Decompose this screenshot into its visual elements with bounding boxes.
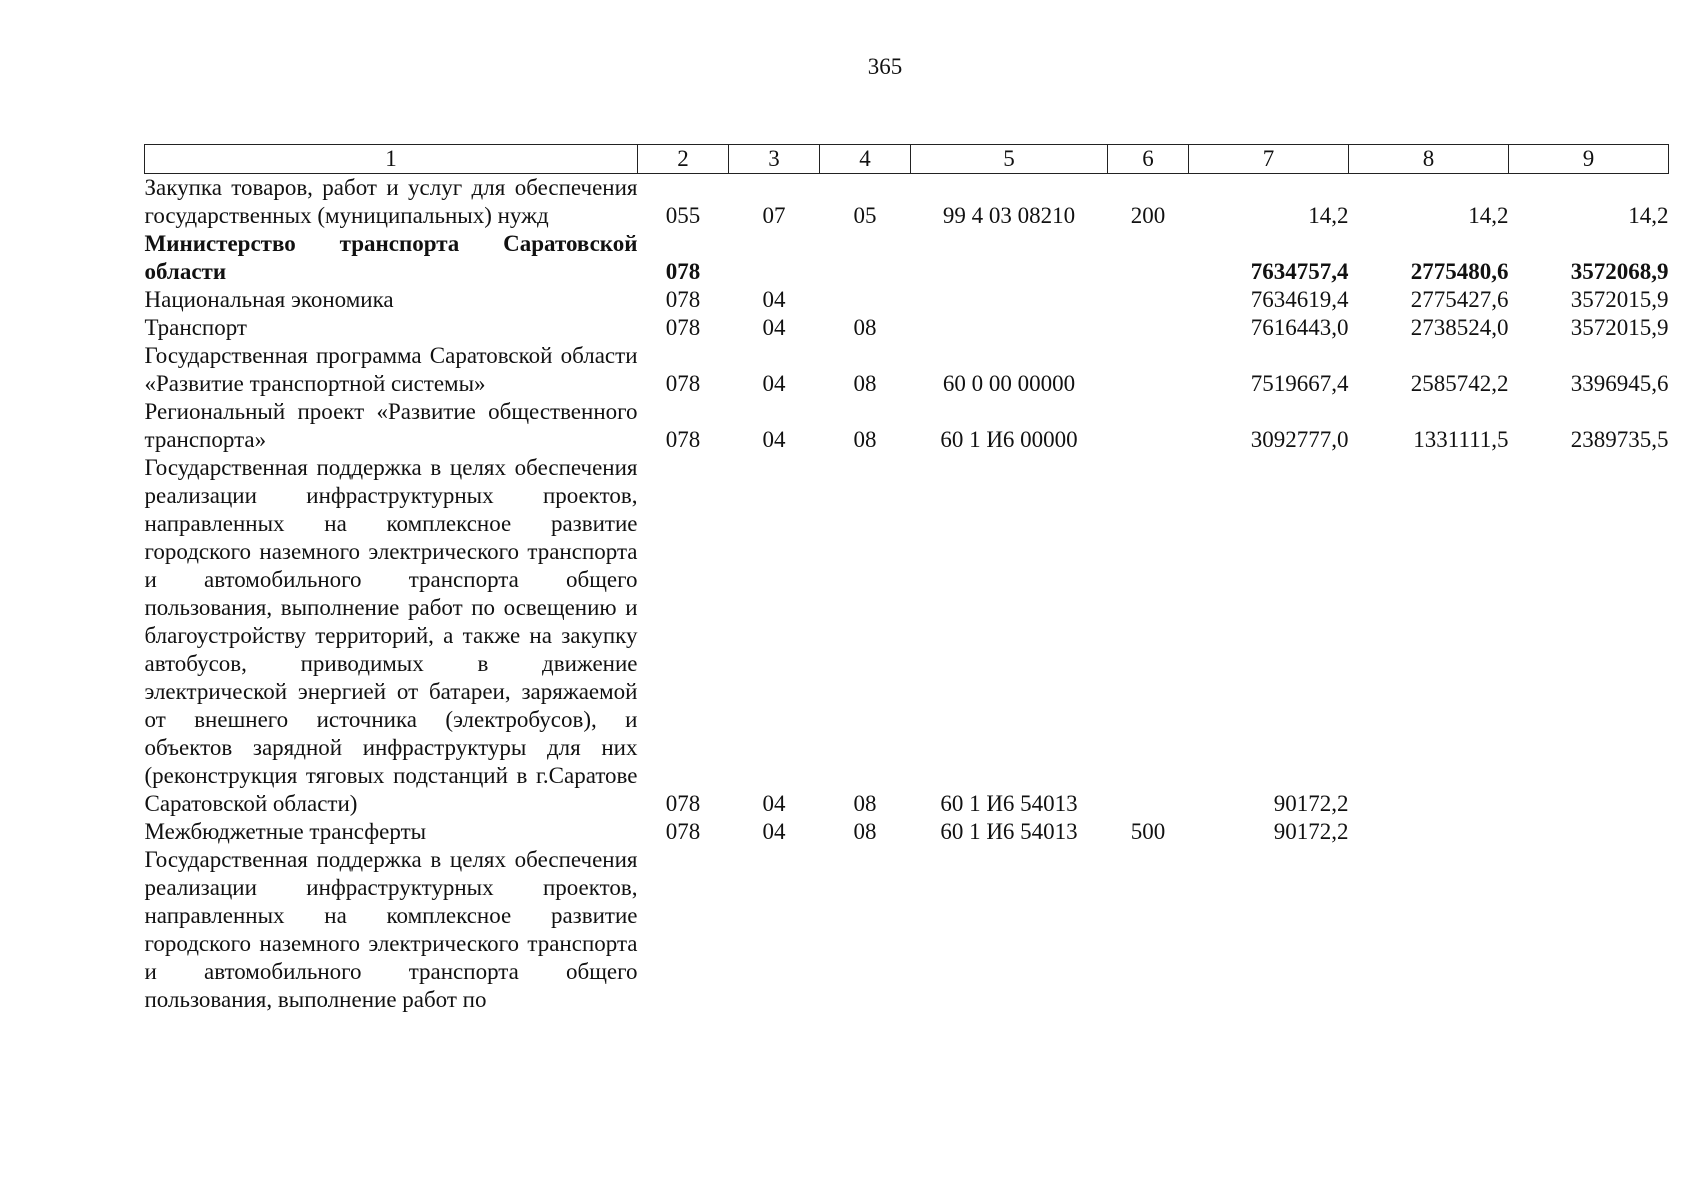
cell-target-article: [911, 286, 1108, 314]
cell-amount-7: 3092777,0: [1250, 427, 1349, 452]
cell-ministry-code: [638, 846, 729, 1014]
table-row: [145, 454, 1669, 818]
table-row: [145, 230, 1669, 286]
cell-expense-type: [1108, 230, 1189, 286]
budget-table: [144, 144, 1669, 1014]
row-name: Министерство транспорта Саратовской области: [144, 231, 638, 284]
row-name: Национальная экономика: [144, 287, 394, 312]
cell-ministry-code: 078: [665, 287, 701, 312]
cell-expense-type: [1108, 286, 1189, 314]
row-name: Закупка товаров, работ и услуг для обеспечения государственных (муниципальных) нужд: [144, 175, 638, 228]
cell-amount-8: [1349, 454, 1509, 818]
cell-ministry-code: 078: [665, 427, 701, 452]
table-row: [145, 846, 1669, 1014]
cell-expense-type: [1108, 398, 1189, 454]
cell-amount-8: 2738524,0: [1410, 315, 1509, 340]
cell-expense-type: [1108, 846, 1189, 1014]
column-header: 2: [638, 145, 729, 174]
column-header: 8: [1349, 145, 1509, 174]
cell-amount-7: 90172,2: [1273, 819, 1349, 844]
cell-amount-9: [1509, 818, 1669, 846]
row-name: Государственная программа Саратовской области «Развитие транспортной системы»: [144, 343, 638, 396]
cell-amount-7: 7634757,4: [1250, 259, 1349, 284]
cell-amount-9: 2389735,5: [1570, 427, 1669, 452]
cell-ministry-code: 078: [665, 371, 701, 396]
cell-section: 04: [762, 371, 786, 396]
cell-target-article: 60 1 И6 54013: [940, 819, 1078, 844]
cell-subsection: 08: [853, 791, 877, 816]
row-name: Государственная поддержка в целях обеспечения реализации инфраструктурных проектов, направленных на комплексное развитие городского наземного электрического транспорта и автомобильного транспорта общего пользования, выполнение работ по освещению и благоустройству территорий, а также на закупку автобусов, приводимых в движение электрической энергией от батареи, заряжаемой от внешнего источника (электробусов), и объектов зарядной инфраструктуры для них (реконструкция тяговых подстанций в г.Саратове Саратовской области): [144, 455, 638, 816]
cell-subsection: [820, 230, 911, 286]
cell-amount-9: 3572015,9: [1570, 315, 1669, 340]
cell-amount-9: 3572068,9: [1570, 259, 1669, 284]
cell-amount-7: 7634619,4: [1250, 287, 1349, 312]
cell-section: 04: [762, 427, 786, 452]
cell-amount-7: 14,2: [1308, 203, 1349, 228]
cell-amount-7: [1189, 846, 1349, 1014]
column-header: 5: [911, 145, 1108, 174]
cell-section: 04: [762, 819, 786, 844]
cell-amount-8: 14,2: [1468, 203, 1509, 228]
cell-amount-9: [1509, 846, 1669, 1014]
cell-target-article: 60 1 И6 00000: [940, 427, 1078, 452]
cell-amount-7: 90172,2: [1273, 791, 1349, 816]
column-header: 3: [729, 145, 820, 174]
cell-subsection: 08: [853, 371, 877, 396]
cell-amount-8: 2585742,2: [1410, 371, 1509, 396]
cell-subsection: 08: [853, 819, 877, 844]
cell-amount-9: 3572015,9: [1570, 287, 1669, 312]
cell-subsection: [820, 286, 911, 314]
cell-expense-type: 200: [1130, 203, 1166, 228]
cell-target-article: 99 4 03 08210: [942, 203, 1076, 228]
cell-subsection: 08: [853, 315, 877, 340]
table-row: [145, 314, 1669, 342]
cell-subsection: 05: [853, 203, 877, 228]
cell-amount-9: 3396945,6: [1570, 371, 1669, 396]
cell-target-article: 60 1 И6 54013: [940, 791, 1078, 816]
cell-target-article: 60 0 00 00000: [942, 371, 1076, 396]
cell-ministry-code: 078: [665, 791, 701, 816]
cell-section: [729, 846, 820, 1014]
cell-ministry-code: 078: [665, 315, 701, 340]
cell-amount-8: [1349, 818, 1509, 846]
cell-target-article: [911, 846, 1108, 1014]
column-header: 1: [145, 145, 638, 174]
cell-amount-9: 14,2: [1628, 203, 1669, 228]
cell-target-article: [911, 230, 1108, 286]
cell-amount-7: 7519667,4: [1250, 371, 1349, 396]
table-row: [145, 398, 1669, 454]
cell-section: 04: [762, 315, 786, 340]
cell-ministry-code: 078: [665, 259, 701, 284]
cell-amount-9: [1509, 454, 1669, 818]
cell-subsection: 08: [853, 427, 877, 452]
cell-section: [729, 230, 820, 286]
table-row: [145, 342, 1669, 398]
page-number: 365: [867, 54, 903, 79]
cell-amount-8: 2775480,6: [1410, 259, 1509, 284]
cell-target-article: [911, 314, 1108, 342]
cell-expense-type: [1108, 314, 1189, 342]
table-row: [145, 818, 1669, 846]
cell-amount-8: [1349, 846, 1509, 1014]
cell-amount-8: 1331111,5: [1413, 427, 1509, 452]
cell-expense-type: 500: [1130, 819, 1166, 844]
cell-section: 07: [762, 203, 786, 228]
cell-subsection: [820, 846, 911, 1014]
table-row: [145, 286, 1669, 314]
cell-expense-type: [1108, 454, 1189, 818]
table-row: [145, 174, 1669, 231]
cell-amount-7: 7616443,0: [1250, 315, 1349, 340]
header-row: [145, 145, 1669, 174]
cell-section: 04: [762, 287, 786, 312]
column-header: 4: [820, 145, 911, 174]
row-name: Государственная поддержка в целях обеспечения реализации инфраструктурных проектов, направленных на комплексное развитие городского наземного электрического транспорта и автомобильного транспорта общего пользования, выполнение работ по: [144, 847, 638, 1012]
cell-expense-type: [1108, 342, 1189, 398]
row-name: Транспорт: [144, 315, 247, 340]
column-header: 9: [1509, 145, 1669, 174]
row-name: Региональный проект «Развитие общественного транспорта»: [144, 399, 638, 452]
row-name: Межбюджетные трансферты: [144, 819, 427, 844]
column-header: 6: [1108, 145, 1189, 174]
cell-amount-8: 2775427,6: [1410, 287, 1509, 312]
cell-ministry-code: 078: [665, 819, 701, 844]
cell-section: 04: [762, 791, 786, 816]
cell-ministry-code: 055: [665, 203, 701, 228]
column-header: 7: [1189, 145, 1349, 174]
